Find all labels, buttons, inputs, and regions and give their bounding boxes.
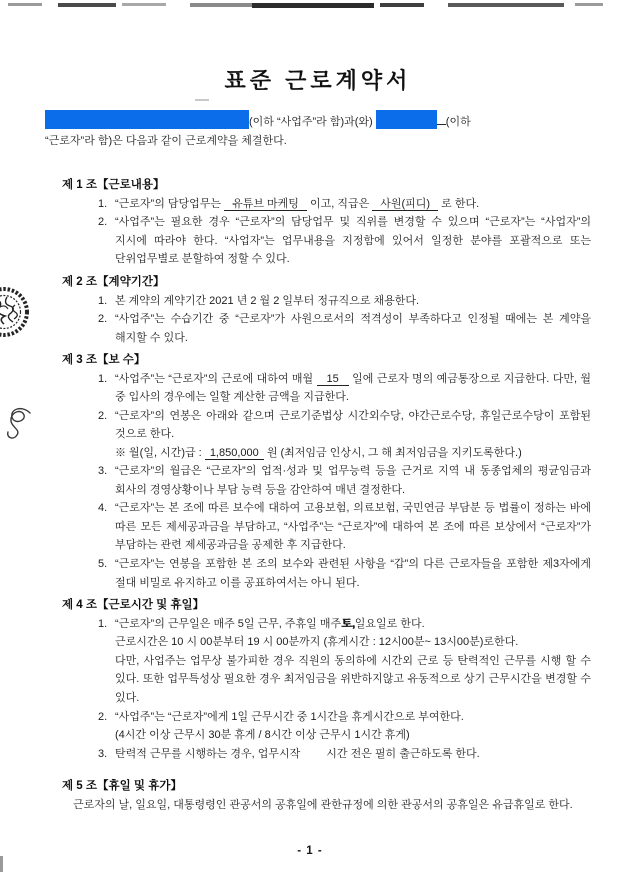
- section-4-item-3: [98, 745, 591, 764]
- intro-line2: “근로자”라 함)은 다음과 같이 근로계약을 체결한다.: [45, 134, 287, 147]
- intro-text-after-worker: (이하: [445, 116, 471, 128]
- item-text: “사업주”는 필요한 경우 “근로자”의 담당업무 및 직위를 변경할 수 있으며 “근로자”는 “사업자”의 지시에 따라야 한다. “사업자”는 업무내용을 지정함에 있어서 일정한 분야를 포괄적으로 또는 단위업무별로 분할하여 정할 수 있다.: [115, 216, 591, 265]
- ink-seal-stamp-icon: [0, 284, 37, 340]
- text-run: 로 한다.: [441, 197, 480, 210]
- redacted-employer-name: [45, 110, 249, 129]
- section-5-title: 제 5 조【휴일 및 휴가】: [62, 780, 182, 792]
- item-number: 1.: [98, 617, 108, 630]
- section-2-contract-period: [45, 273, 591, 347]
- torn-edge-segment: [575, 3, 603, 6]
- item-text: “사업주”는 수습기간 중 “근로자”가 사원으로서의 적격성이 부족하다고 인정될 때에는 본 계약을 해지할 수 있다.: [115, 313, 591, 344]
- item-number: 2.: [98, 409, 108, 422]
- section-3-item-2: [98, 407, 591, 463]
- item-number: 2.: [98, 710, 108, 723]
- section-4-title: 제 4 조【근로시간 및 휴일】: [62, 599, 205, 611]
- torn-edge-segment: [448, 3, 564, 7]
- text-run: 탄력적 근무를 시행하는 경우, 업무시작: [115, 747, 301, 760]
- item-number: 2.: [98, 216, 108, 228]
- text-run: “근로자”의 근무일은 매주 5일 근무, 주휴일 매주: [115, 617, 342, 630]
- text-run: 시간 전은 필히 출근하도록 한다.: [326, 747, 480, 760]
- item-number: 4.: [98, 502, 108, 514]
- text-run: “근로자”의 담당업무는: [115, 197, 222, 210]
- section-1-item-1: [98, 195, 591, 214]
- item-text: [115, 745, 591, 764]
- break-time-detail-line: (4시간 이상 근무시 30분 휴게 / 8시간 이상 근무시 1시간 휴게): [115, 729, 410, 741]
- item-number: 5.: [98, 558, 108, 570]
- position-field-value: 사원(피디): [372, 198, 438, 211]
- flexible-work-line: 다만, 사업주는 업무상 불가피한 경우 직원의 동의하에 시간외 근로 등 탄력적인 근무를 시행 할 수 있다. 또한 업무특성상 필요한 경우 최저임금을 위반하지않고 유동적으로 상기 근무시간을 변경할 수 있다.: [115, 654, 591, 704]
- torn-edge-segment: [122, 3, 166, 6]
- torn-edge-segment: [252, 3, 374, 8]
- section-3-remuneration: [45, 351, 591, 592]
- text-run: 일요일로 한다.: [354, 617, 425, 630]
- section-3-title: 제 3 조【보 수】: [62, 354, 146, 366]
- section-4-item-1: [98, 615, 591, 708]
- item-text: “근로자”는 연봉을 포함한 본 조의 보수와 관련된 사항을 “갑”의 다른 근로자들을 포함한 제3자에게 절대 비밀로 유지하고 이를 공표하여서는 아니 된다.: [115, 558, 591, 589]
- workdays-line: [115, 615, 591, 634]
- intro-paragraph: [45, 110, 591, 150]
- item-text: “근로자”는 본 조에 따른 보수에 대하여 고용보험, 의료보험, 국민연금 부담분 등 법률이 정하는 바에 따른 모든 제세공과금을 부담하고, “사업주”는 “근로자”에 대하여 본 조에 따른 보상에서 “근로자”가 부담하는 관련 제세공과금을 공제한 후 지급한다.: [115, 502, 591, 551]
- signature-mark-icon: [2, 404, 36, 446]
- text-run: “사업주”는 “근로자”의 근로에 대하여 매월: [115, 372, 314, 385]
- item-number: 2.: [98, 313, 108, 325]
- overstruck-day-value: 토,: [341, 617, 355, 630]
- torn-edge-segment: [58, 3, 116, 7]
- item-text: “근로자”의 월급은 “근로자”의 업적·성과 및 업무능력 등을 근거로 지역 내 동종업체의 평균임금과 회사의 경영상황이나 부담 능력 등을 감안하여 매년 결정한다.: [115, 465, 591, 496]
- text-run: 이고, 직급은: [309, 197, 370, 210]
- item-number: 3.: [98, 747, 108, 760]
- redacted-worker-name: [376, 110, 437, 129]
- intro-text-after-employer: (이하 “사업주”라 함)과(와): [249, 116, 373, 128]
- section-3-item-4: [98, 499, 591, 555]
- item-number: 1.: [98, 372, 108, 385]
- item-text: [115, 615, 591, 708]
- section-3-item-3: [98, 462, 591, 499]
- torn-edge-segment: [190, 3, 252, 7]
- item-text: [115, 407, 591, 463]
- item-number: 1.: [98, 197, 108, 210]
- workhours-line: 근로시간은 10 시 00분부터 19 시 00분까지 (휴게시간 : 12시00분~ 13시00분)로한다.: [115, 636, 519, 648]
- document-title: 표준 근로계약서: [224, 68, 412, 93]
- section-3-item-5: [98, 555, 591, 592]
- break-time-line: “사업주”는 “근로자”에게 1일 근무시간 중 1시간을 휴게시간으로 부여한다.: [115, 710, 464, 723]
- section-1-title: 제 1 조【근로내용】: [62, 179, 165, 191]
- text-run: 일에 근로자 명의 예금통장으로 지급한다. 다만, 월 중 입사의 경우에는 일할 계산한 금액을 지급한다.: [115, 372, 591, 403]
- section-5-body: 근로자의 날, 일요일, 대통령령인 관공서의 공휴일에 관한규정에 의한 관공서의 공휴일은 유급휴일로 한다.: [73, 798, 573, 811]
- section-1-item-2: [98, 213, 591, 269]
- page-number: - 1 -: [297, 845, 323, 857]
- section-2-item-1: [98, 292, 591, 311]
- section-4-working-hours: [45, 596, 591, 763]
- item-number: 1.: [98, 294, 108, 307]
- section-4-item-2: [98, 708, 591, 745]
- section-3-item-1: [98, 370, 591, 407]
- item-text: 본 계약의 계약기간 2021 년 2 월 2 일부터 정규직으로 채용한다.: [115, 294, 420, 307]
- salary-amount-value: 1,850,000: [205, 447, 264, 460]
- torn-edge-segment: [380, 3, 424, 7]
- item-number: 3.: [98, 465, 108, 477]
- item-text-body: “근로자”의 연봉은 아래와 같으며 근로기준법상 시간외수당, 야간근로수당, 휴일근로수당이 포함된 것으로 한다.: [115, 409, 591, 440]
- duty-field-value: 유튜브 마케팅: [224, 198, 307, 211]
- text-run: 원 (최저임금 인상시, 그 해 최저임금을 지키도록한다.): [266, 446, 522, 459]
- payday-field-value: 15: [317, 373, 349, 386]
- torn-edge-segment: [8, 3, 42, 6]
- section-5-holidays: [45, 777, 591, 833]
- item-text: [115, 370, 591, 407]
- text-run: ※ 월(일, 시간)급 :: [115, 446, 202, 459]
- section-2-title: 제 2 조【계약기간】: [62, 276, 165, 288]
- item-text: [115, 195, 591, 214]
- section-2-item-2: [98, 310, 591, 347]
- item-text: [115, 708, 591, 745]
- blank-underline: [437, 112, 446, 125]
- salary-note-line: [115, 444, 591, 463]
- section-1-work-duties: [45, 176, 591, 269]
